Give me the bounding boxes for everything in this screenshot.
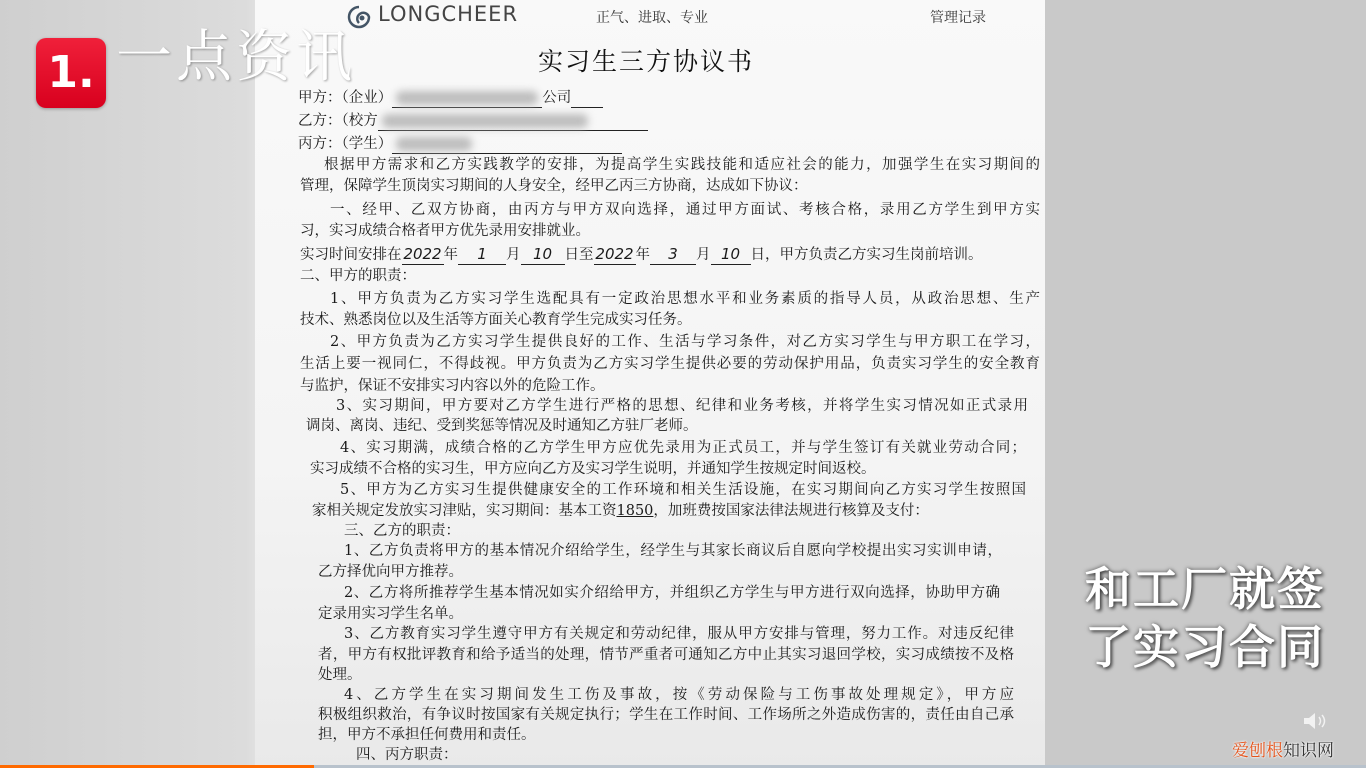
year-label: 年 — [635, 247, 650, 263]
document-line: 4、实习期满，成绩合格的乙方学生甲方应优先录用为正式员工，并与学生签订有关就业劳动合同； — [340, 440, 1026, 456]
redacted-company-name — [396, 91, 538, 105]
yidian-brand-name: 一点资讯 — [116, 25, 356, 90]
document-line: 2、甲方负责为乙方实习学生提供良好的工作、生活与学习条件，对乙方实习学生与甲方职工在学习， — [330, 334, 1040, 350]
month-label: 月 — [506, 247, 521, 263]
document-line: 生活上要一视同仁，不得歧视。甲方负责为乙方实习学生提供必要的劳动保护用品，负责实习学生的安全教育 — [300, 356, 1040, 372]
internship-period-line — [300, 244, 983, 265]
document-line: 技术、熟悉岗位以及生活等方面关心教育学生完成实习任务。 — [300, 312, 692, 328]
document-line: 3、实习期间，甲方要对乙方学生进行严格的思想、纪律和业务考核，并将学生实习情况如正式录用 — [336, 398, 1028, 414]
document-line: 三、乙方的职责： — [344, 523, 460, 539]
document-title: 实习生三方协议书 — [538, 47, 755, 76]
document-line: 5、甲方为乙方实习生提供健康安全的工作环境和相关生活设施，在实习期间向乙方实习学生按照国 — [340, 482, 1026, 498]
document-line: 习，实习成绩合格者甲方优先录用安排就业。 — [300, 223, 590, 239]
start-month: 1 — [458, 244, 506, 265]
party-c-label: 丙方：（学生） — [298, 136, 393, 152]
redacted-school-name — [382, 114, 588, 128]
document-line: 担，甲方不承担任何费用和责任。 — [318, 727, 536, 743]
speaker-icon[interactable] — [1302, 712, 1328, 730]
document-line: 四、丙方职责： — [356, 747, 458, 763]
yidian-logo-badge: 1. — [36, 38, 106, 108]
period-suffix: 日，甲方负责乙方实习生岗前培训。 — [750, 247, 983, 263]
document-line: 积极组织救治，有争议时按国家有关规定执行；学生在工作时间、工作场所之外造成伤害的，责任由自己承 — [318, 707, 1014, 723]
allowance-suffix: ，加班费按国家法律法规进行核算及支付： — [653, 503, 929, 519]
base-wage: 1850 — [616, 503, 654, 519]
video-subtitle: 和工厂就签了实习合同 — [1085, 562, 1325, 674]
start-year: 2022 — [403, 245, 442, 263]
end-year: 2022 — [595, 245, 634, 263]
document-line: 调岗、离岗、违纪、受到奖惩等情况及时通知乙方驻厂老师。 — [306, 418, 698, 434]
record-label: 管理记录 — [930, 10, 986, 26]
party-b-label: 乙方：（校方 — [298, 113, 378, 129]
company-motto: 正气、进取、专业 — [596, 10, 708, 26]
allowance-prefix: 家相关规定发放实习津贴，实习期间：基本工资 — [312, 503, 617, 519]
document-line: 实习成绩不合格的实习生，甲方应向乙方及实习学生说明，并通知学生按规定时间返校。 — [310, 461, 876, 477]
document-line: 1、甲方负责为乙方实习学生选配具有一定政治思想水平和业务素质的指导人员，从政治思想、生产 — [330, 291, 1040, 307]
document-line: 乙方择优向甲方推荐。 — [318, 564, 463, 580]
document-line: 4、乙方学生在实习期间发生工伤及事故，按《劳动保险与工伤事故处理规定》，甲方应 — [344, 687, 1014, 703]
allowance-line — [312, 501, 929, 521]
year-label: 年 — [443, 247, 458, 263]
period-prefix: 实习时间安排在 — [300, 247, 402, 263]
party-c — [298, 134, 622, 154]
document-line: 与监护，保证不安排实习内容以外的危险工作。 — [300, 378, 605, 394]
month-label: 月 — [696, 247, 711, 263]
watermark-part-b: 知识网 — [1283, 741, 1334, 761]
party-a-suffix: 公司 — [542, 90, 572, 106]
document-line: 二、甲方的职责： — [300, 268, 416, 284]
document-line: 3、乙方教育实习学生遵守甲方有关规定和劳动纪律，服从甲方安排与管理，努力工作。对违反纪律 — [344, 626, 1014, 642]
watermark-part-a: 爱刨根 — [1232, 741, 1283, 761]
end-month: 3 — [650, 244, 696, 265]
document-line: 处理。 — [318, 667, 362, 683]
document-line: 1、乙方负责将甲方的基本情况介绍给学生，经学生与其家长商议后自愿向学校提出实习实训申请， — [344, 543, 1002, 559]
document-line: 管理，保障学生顶岗实习期间的人身安全，经甲乙丙三方协商，达成如下协议： — [300, 178, 808, 194]
start-day: 10 — [521, 244, 565, 265]
party-a-label: 甲方：（企业） — [298, 90, 393, 106]
day-to-label: 日至 — [564, 247, 594, 263]
party-b — [298, 111, 648, 131]
site-watermark — [1232, 736, 1334, 761]
document-line: 者，甲方有权批评教育和给予适当的处理，情节严重者可通知乙方中止其实习退回学校，实习成绩按不及格 — [318, 647, 1014, 663]
redacted-student-name — [396, 137, 472, 151]
company-logo-text: LONGCHEER — [378, 2, 519, 26]
document-line: 一、经甲、乙双方协商，由丙方与甲方双向选择，通过甲方面试、考核合格，录用乙方学生到甲方实 — [330, 202, 1040, 218]
document-line: 2、乙方将所推荐学生基本情况如实介绍给甲方，并组织乙方学生与甲方进行双向选择，协助甲方确 — [344, 585, 1000, 601]
document-line: 定录用实习学生名单。 — [318, 606, 463, 622]
end-day: 10 — [711, 244, 751, 265]
party-a — [298, 88, 603, 108]
document-line: 根据甲方需求和乙方实践教学的安排，为提高学生实践技能和适应社会的能力，加强学生在实习期间的 — [324, 157, 1040, 173]
